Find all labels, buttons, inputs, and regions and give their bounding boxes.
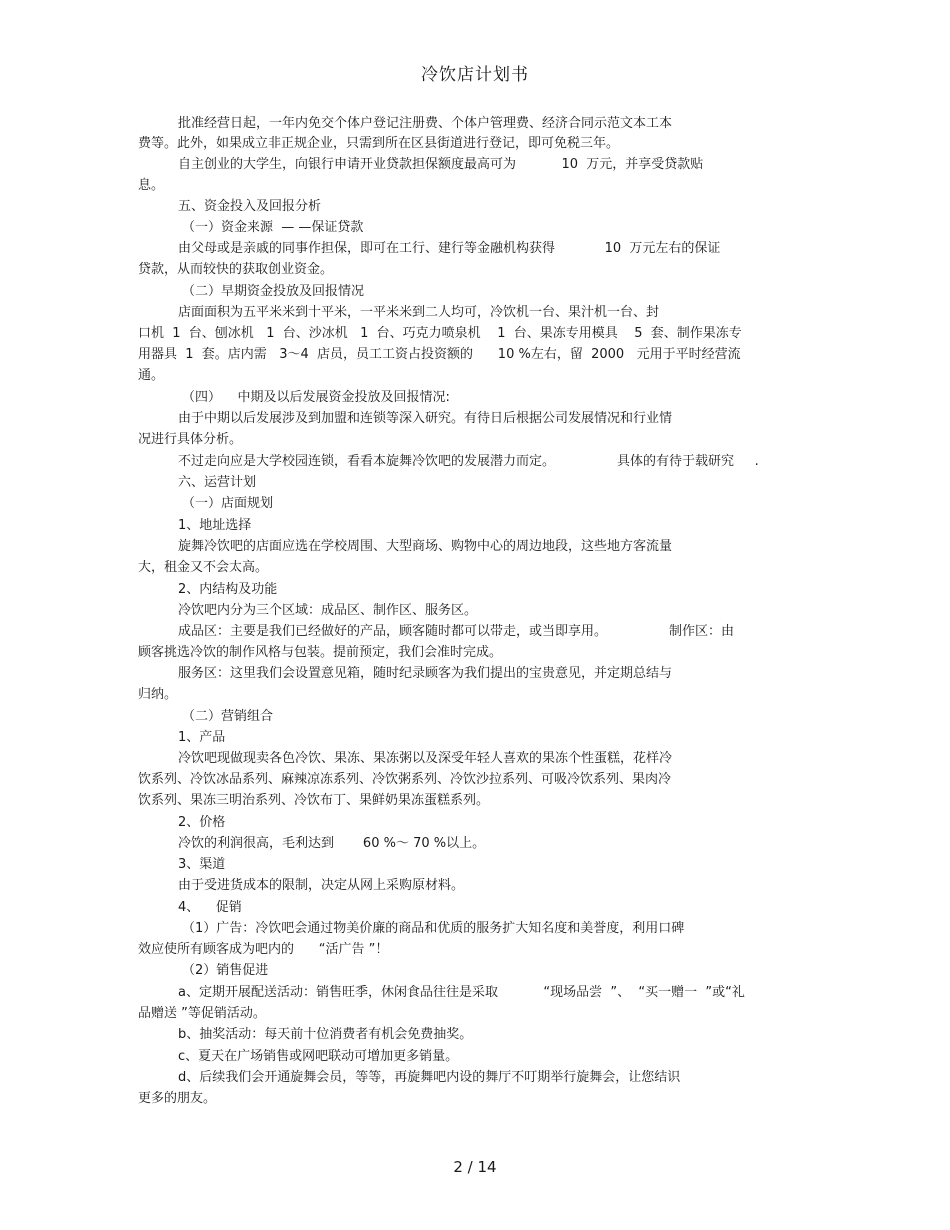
text-line: 品赠送 ”等促销活动。 (138, 1006, 266, 1021)
text-line: 2、内结构及功能 (178, 582, 278, 597)
text-line: 饮系列、果冻三明治系列、冷饮布丁、果鲜奶果冻蛋糕系列。 (138, 793, 490, 808)
text-line: 冷饮吧内分为三个区域：成品区、制作区、服务区。 (178, 603, 478, 618)
text-line: 3、渠道 (178, 857, 226, 872)
text-line: （二）营销组合 (182, 709, 274, 724)
text-line: 饮系列、冷饮冰品系列、麻辣凉冻系列、冷饮粥系列、冷饮沙拉系列、可吸冷饮系列、果肉冷 (138, 772, 672, 787)
text-line: a、定期开展配送活动：销售旺季，休闲食品往往是采取 “现场品尝 ”、 “买一赠一 ”或“礼 (178, 985, 745, 1000)
text-line: 通。 (138, 368, 165, 383)
text-line: （一）店面规划 (182, 496, 274, 511)
text-line: 4、 促销 (178, 900, 242, 915)
text-line: 由于受进货成本的限制，决定从网上采购原材料。 (178, 878, 465, 893)
text-line: 由父母或是亲戚的同事作担保，即可在工行、建行等金融机构获得 10 万元左右的保证 (178, 241, 721, 256)
text-line: b、抽奖活动：每天前十位消费者有机会免费抽奖。 (178, 1027, 473, 1042)
text-line: 成品区：主要是我们已经做好的产品，顾客随时都可以带走，或当即享用。 制作区：由 (178, 624, 734, 639)
text-line: 自主创业的大学生，向银行申请开业贷款担保额度最高可为 10 万元，并享受贷款贴 (178, 157, 704, 172)
page-title: 冷饮店计划书 (421, 65, 529, 85)
text-line: 冷饮吧现做现卖各色冷饮、果冻、果冻粥以及深受年轻人喜欢的果冻个性蛋糕，花样冷 (178, 751, 673, 766)
text-line: 用器具 1 套。店内需 3～4 店员，员工工资占投资额的 10 %左右，留 2000 元用于平时经营流 (138, 347, 741, 362)
text-line: （2）销售促进 (182, 963, 269, 978)
text-line: 口机 1 台、刨冰机 1 台、沙冰机 1 台、巧克力喷泉机 1 台、果冻专用模具 5 套、制作果冻专 (138, 326, 742, 341)
text-line: 冷饮的利润很高，毛利达到 60 %～ 70 %以上。 (178, 836, 486, 851)
text-line: （二）早期资金投放及回报情况 (182, 284, 365, 299)
text-line: （四） 中期及以后发展资金投放及回报情况: (182, 390, 450, 405)
text-line: 服务区：这里我们会设置意见箱，随时纪录顾客为我们提出的宝贵意见，并定期总结与 (178, 666, 673, 681)
text-line: 不过走向应是大学校园连锁，看看本旋舞冷饮吧的发展潜力而定。 具体的有待于载研究 . (178, 454, 759, 469)
text-line: 由于中期以后发展涉及到加盟和连锁等深入研究。有待日后根据公司发展情况和行业情 (178, 411, 673, 426)
text-line: 1、地址选择 (178, 518, 252, 533)
text-line: 2、价格 (178, 815, 226, 830)
text-line: 归纳。 (138, 687, 178, 702)
text-line: 1、产品 (178, 730, 226, 745)
text-line: 店面面积为五平米米到十平米，一平米米到二人均可，冷饮机一台、果汁机一台、封 (178, 305, 660, 320)
text-line: 六、运营计划 (178, 475, 257, 490)
text-line: 费等。此外，如果成立非正规企业，只需到所在区县街道进行登记，即可免税三年。 (138, 136, 620, 151)
text-line: 五、资金投入及回报分析 (178, 199, 322, 214)
text-line: 旋舞冷饮吧的店面应选在学校周围、大型商场、购物中心的周边地段，这些地方客流量 (178, 539, 673, 554)
text-line: 批准经营日起，一年内免交个体户登记注册费、个体户管理费、经济合同示范文本工本 (178, 116, 673, 131)
text-line: d、后续我们会开通旋舞会员，等等，再旋舞吧内设的舞厅不叮期举行旋舞会，让您结识 (178, 1070, 681, 1085)
text-line: 顾客挑选冷饮的制作风格与包装。提前预定，我们会准时完成。 (138, 645, 503, 660)
text-line: （一）资金来源 — —保证贷款 (182, 220, 364, 235)
text-line: 贷款，从而较快的获取创业资金。 (138, 262, 334, 277)
text-line: （1）广告：冷饮吧会通过物美价廉的商品和优质的服务扩大知名度和美誉度，利用口碑 (182, 921, 685, 936)
text-line: 息。 (138, 178, 165, 193)
text-line: 况进行具体分析。 (138, 432, 243, 447)
page-number: 2 / 14 (453, 1158, 497, 1176)
text-line: 更多的朋友。 (138, 1091, 217, 1106)
text-line: c、夏天在广场销售或网吧联动可增加更多销量。 (178, 1049, 459, 1064)
text-line: 效应使所有顾客成为吧内的 “活广告 ”！ (138, 942, 389, 957)
text-line: 大，租金又不会太高。 (138, 560, 269, 575)
